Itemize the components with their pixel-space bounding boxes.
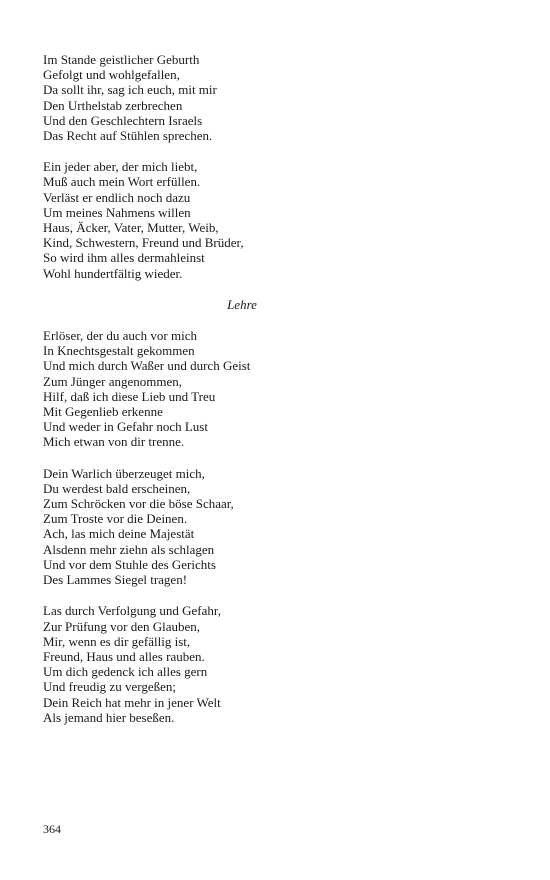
verse-line: Um dich gedenck ich alles gern — [43, 664, 208, 680]
verse-line: Alsdenn mehr ziehn als schlagen — [43, 541, 215, 557]
stanza-1 — [43, 52, 483, 143]
stanza-4 — [43, 466, 483, 588]
verse-line: Da sollt ihr, sag ich euch, mit mir — [43, 82, 217, 98]
verse-line: Zum Troste vor die Deinen. — [43, 511, 188, 527]
page-number: 364 — [43, 822, 61, 836]
verse-line: Und freudig zu vergeßen; — [43, 679, 176, 695]
verse-line: Muß auch mein Wort erfüllen. — [43, 174, 201, 190]
verse-line: Zum Schröcken vor die böse Schaar, — [43, 496, 234, 512]
verse-line: Wohl hundertfältig wieder. — [43, 265, 183, 281]
verse-line: Im Stande geistlicher Geburth — [43, 52, 200, 67]
verse-line: Das Recht auf Stühlen sprechen. — [43, 128, 213, 144]
verse-line: Mit Gegenlieb erkenne — [43, 404, 163, 420]
stanza-5 — [43, 603, 483, 725]
verse-line: Und vor dem Stuhle des Gerichts — [43, 556, 216, 572]
section-heading: Lehre — [227, 296, 257, 312]
verse-line: Hilf, daß ich diese Lieb und Treu — [43, 388, 216, 404]
verse-line: Zur Prüfung vor den Glauben, — [43, 618, 201, 634]
verse-line: Ach, las mich deine Majestät — [43, 526, 195, 542]
verse-line: Dein Warlich überzeuget mich, — [43, 465, 205, 481]
verse-line: Erlöser, der du auch vor mich — [43, 328, 197, 344]
verse-line: Um meines Nahmens willen — [43, 204, 191, 220]
verse-line: Dein Reich hat mehr in jener Welt — [43, 694, 221, 710]
stanza-2 — [43, 159, 483, 281]
verse-line: In Knechtsgestalt gekommen — [43, 343, 195, 359]
verse-line: Mir, wenn es dir gefällig ist, — [43, 633, 191, 649]
verse-line: Zum Jünger angenommen, — [43, 373, 182, 389]
verse-line: Mich etwan von dir trenne. — [43, 434, 185, 450]
verse-line: Den Urthelstab zerbrechen — [43, 97, 183, 113]
verse-line: Als jemand hier beseßen. — [43, 709, 175, 725]
verse-line: Gefolgt und wohlgefallen, — [43, 67, 180, 83]
verse-line: Du werdest bald erscheinen, — [43, 480, 191, 496]
verse-line: Freund, Haus und alles rauben. — [43, 648, 205, 664]
poem-body — [43, 52, 483, 741]
verse-line: So wird ihm alles dermahleinst — [43, 250, 205, 266]
verse-line: Und weder in Gefahr noch Lust — [43, 419, 208, 435]
verse-line: Ein jeder aber, der mich liebt, — [43, 159, 198, 175]
verse-line: Las durch Verfolgung und Gefahr, — [43, 603, 221, 619]
verse-line: Verläst er endlich noch dazu — [43, 189, 191, 205]
verse-line: Und den Geschlechtern Israels — [43, 112, 203, 128]
verse-line: Kind, Schwestern, Freund und Brüder, — [43, 235, 244, 251]
verse-line: Haus, Äcker, Vater, Mutter, Weib, — [43, 220, 219, 236]
verse-line: Und mich durch Waßer und durch Geist — [43, 358, 251, 374]
verse-line: Des Lammes Siegel tragen! — [43, 572, 188, 588]
stanza-3 — [43, 328, 483, 450]
